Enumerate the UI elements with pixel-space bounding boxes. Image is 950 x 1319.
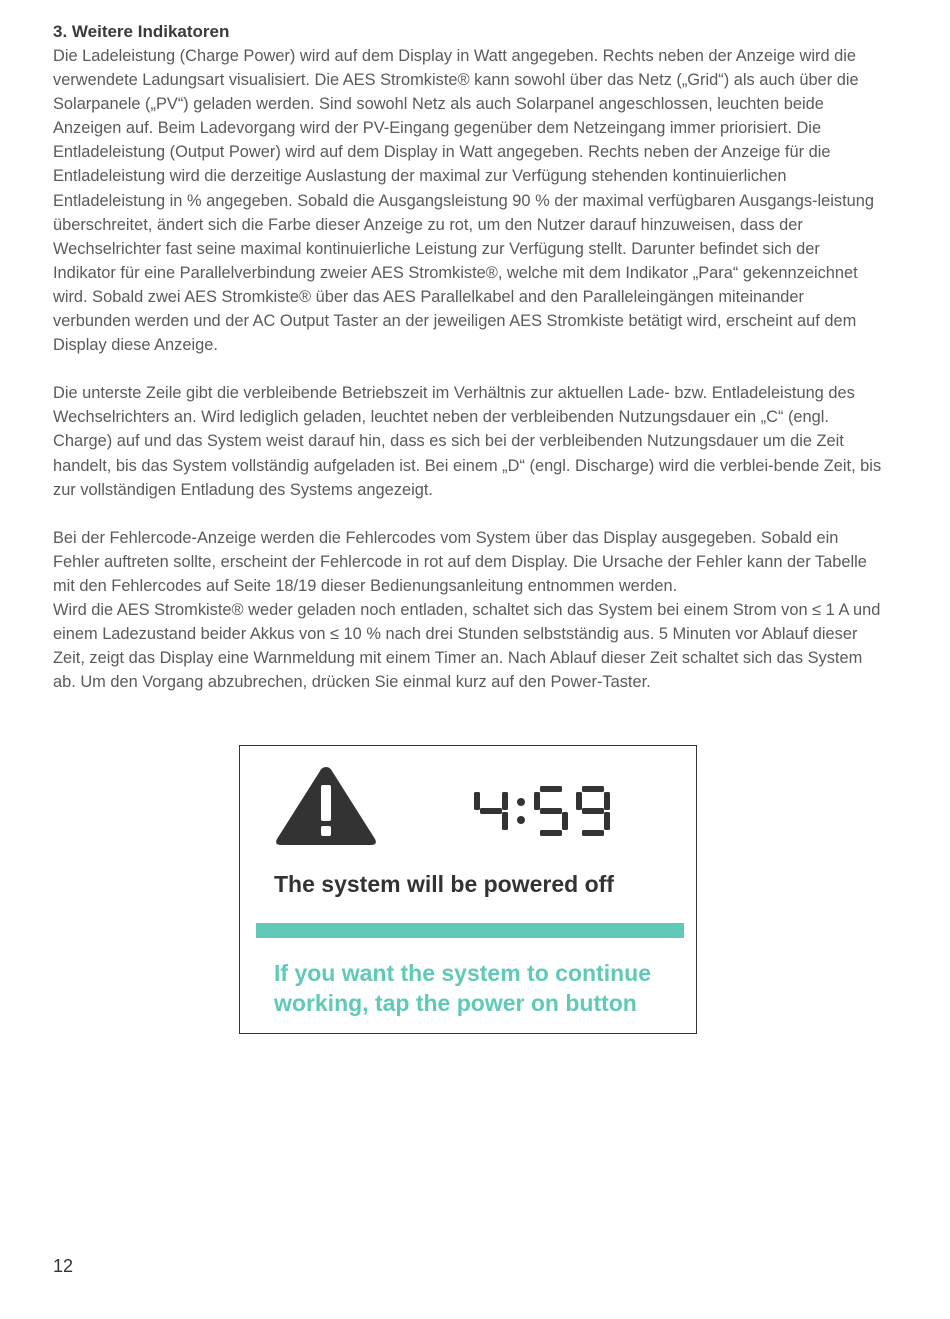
paragraph-auto-shutdown: Wird die AES Stromkiste® weder geladen noch entladen, schaltet sich das System bei einem Strom von ≤ 1 A und einem Ladezustand beider Akkus von ≤ 10 % nach drei Stunden selbstständig aus. 5 Minuten vor Ablauf dieser Zeit, zeigt das Display eine Warnmeldung mit einem Timer an. Nach Ablauf dieser Zeit schaltet sich das System ab. Um den Vorgang abzubrechen, drücken Sie einmal kurz auf den Power-Taster. <box>53 600 881 692</box>
paragraph-indicators: Die Ladeleistung (Charge Power) wird auf dem Display in Watt angegeben. Rechts neben der Anzeige wird die verwendete Ladungsart visualisiert. Die AES Stromkiste® kann sowohl über das Netz („Grid“) als auch über die Solarpanele („PV“) geladen werden. Sind sowohl Netz als auch Solarpanel angeschlossen, leuchten beide Anzeigen auf. Beim Ladevorgang wird der PV-Eingang gegenüber dem Netzeingang immer priorisiert. Die Entladeleistung (Output Power) wird auf dem Display in Watt angegeben. Rechts neben der Anzeige für die Entladeleistung wird die derzeitige Auslastung der maximal zur Verfügung stehenden kontinuierlichen Entladeleistung in % angegeben. Sobald die Ausgangsleistung 90 % der maximal verfügbaren Ausgangs-leistung überschreitet, ändert sich die Farbe dieser Anzeige zu rot, um den Nutzer darauf hinzuweisen, dass der Wechselrichter fast seine maximal kontinuierliche Leistung zur Verfügung stellt. Darunter befindet sich der Indikator für eine Parallelverbindung zweier AES Stromkiste®, welche mit dem Indikator „Para“ gekennzeichnet wird. Sobald zwei AES Stromkiste® über das AES Parallelkabel and den Paralleleingängen miteinander verbunden werden und der AC Output Taster an der jeweiligen AES Stromkiste betätigt wird, erscheint auf dem Display diese Anzeige. <box>53 47 874 355</box>
paragraph-error-codes: Bei der Fehlercode-Anzeige werden die Fehlercodes vom System über das Display ausgegeben. Sobald ein Fehler auftreten sollte, erscheint der Fehlercode in rot auf dem Display. Die Ursache der Fehler kann der Tabelle mit den Fehlercodes auf Seite 18/19 dieser Bedienungsanleitung entnommen werden. <box>53 528 867 595</box>
timer-segment <box>576 792 582 810</box>
timer-segment <box>562 812 568 830</box>
timer-colon-dot <box>517 798 525 806</box>
countdown-timer <box>472 783 612 839</box>
timer-segment <box>534 792 540 810</box>
warning-triangle-icon <box>273 763 379 849</box>
section-heading: 3. Weitere Indikatoren <box>53 22 230 41</box>
timer-segment <box>480 808 502 814</box>
timer-segment <box>582 830 604 836</box>
timer-segment <box>502 792 508 810</box>
paragraph-runtime: Die unterste Zeile gibt die verbleibende Betriebszeit im Verhältnis zur aktuellen Lade- bzw. Entladeleistung des Wechselrichters an. Wird lediglich geladen, leuchtet neben der verbleibenden Nutzungsdauer ein „C“ (engl. Charge) auf und das System weist darauf hin, dass es sich bei der verbleibenden Nutzungsdauer um die Zeit handelt, bis das System vollständig aufgeladen ist. Bei einem „D“ (engl. Discharge) wird die verblei-bende Zeit, bis zur vollständigen Entladung des Systems angezeigt. <box>53 384 882 499</box>
display-warning-screen <box>239 745 697 1034</box>
timer-colon-dot <box>517 816 525 824</box>
page-body <box>53 20 883 694</box>
continue-hint: If you want the system to continue working, tap the power on button <box>274 960 651 1016</box>
timer-segment <box>582 786 604 792</box>
page-number: 12 <box>53 1256 74 1276</box>
timer-segment <box>502 812 508 830</box>
timer-segment <box>540 808 562 814</box>
timer-segment <box>540 786 562 792</box>
timer-segment <box>540 830 562 836</box>
timer-segment <box>474 792 480 810</box>
power-off-message: The system will be powered off <box>274 871 614 897</box>
timer-segment <box>582 808 604 814</box>
timer-segment <box>604 812 610 830</box>
accent-divider <box>256 923 684 938</box>
timer-segment <box>604 792 610 810</box>
